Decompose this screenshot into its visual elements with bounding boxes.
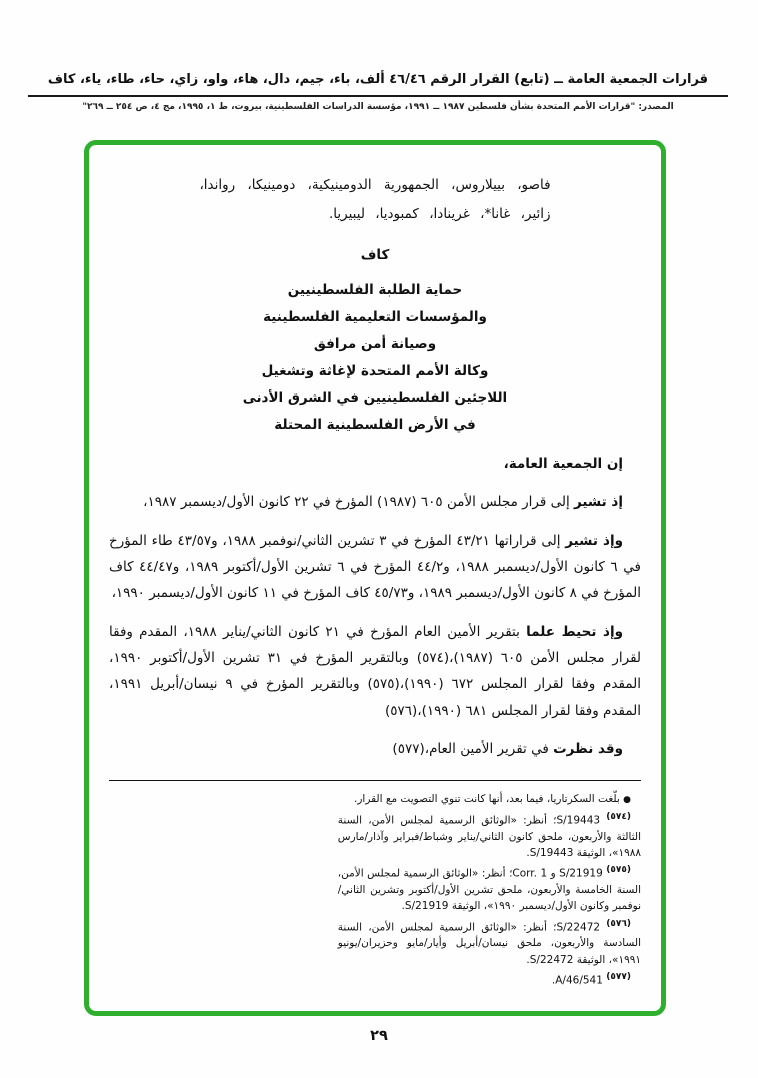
heading-line-1: حماية الطلبة الفلسطينيين bbox=[287, 282, 463, 299]
paragraph-text: إلى قرار مجلس الأمن ٦٠٥ (١٩٨٧) المؤرخ في ٢٢ كانون الأول/ديسمبر ١٩٨٧، bbox=[143, 494, 575, 511]
paragraph-recalling-2 bbox=[109, 528, 641, 607]
footnote-text: A/46/541. bbox=[551, 974, 603, 987]
footnote-marker: (٥٧٥) bbox=[606, 865, 631, 876]
footnote-574 bbox=[338, 811, 641, 861]
header-source: المصدر: "قرارات الأمم المتحدة بشأن فلسطين ١٩٨٧ ــ ١٩٩١، مؤسسة الدراسات الفلسطينية، بيروت، ط ١، ١٩٩٥، مج ٤، ص ٢٥٤ ــ ٢٦٩" bbox=[82, 102, 674, 112]
heading-line-3: وصيانة أمن مرافق bbox=[313, 336, 437, 353]
footnote-text: S/19443؛ أنظر: «الوثائق الرسمية لمجلس الأمن، السنة الثالثة والأربعون، ملحق كانون الثاني/يناير وشباط/فبراير وآذار/مارس ١٩٨٨»، الوثيقة S/19443. bbox=[337, 814, 641, 860]
heading-line-4: وكالة الأمم المتحدة لإغاثة وتشغيل bbox=[261, 363, 489, 380]
resolution-heading bbox=[109, 277, 641, 439]
page-number: ٢٩ bbox=[370, 1028, 388, 1044]
paragraph-lead: وإذ تشير bbox=[565, 532, 623, 549]
footnote-text: S/21919 و Corr. 1؛ أنظر: «الوثائق الرسمية لمجلس الأمن، السنة الخامسة والأربعون، ملحق تشرين الأول/أكتوبر وتشرين الثاني/نوفمبر وكانون الأول/ديسمبر ١٩٩٠»، الوثيقة S/21919. bbox=[337, 867, 641, 913]
asterisk-footnote bbox=[338, 791, 641, 808]
opening-line: إن الجمعية العامة، bbox=[503, 456, 623, 473]
asterisk-footnote-text: بلّغت السكرتاريا، فيما بعد، أنها كانت تنوي التصويت مع القرار. bbox=[354, 793, 620, 806]
paragraph-recalling-1 bbox=[109, 489, 641, 515]
heading-line-5: اللاجئين الفلسطينيين في الشرق الأدنى bbox=[242, 390, 508, 407]
page-header bbox=[28, 72, 728, 112]
footnote-text: S/22472؛ أنظر: «الوثائق الرسمية لمجلس الأمن، السنة السادسة والأربعون، ملحق نيسان/أبريل وأيار/مايو وحزيران/يونيو ١٩٩١»، الوثيقة S/22472. bbox=[337, 921, 641, 966]
paragraph-text: بتقرير الأمين العام المؤرخ في ٢١ كانون الثاني/يناير ١٩٨٨، المقدم وفقا لقرار مجلس الأمن ٦٠٥ (١٩٨٧)،(٥٧٤) وبالتقرير المؤرخ في ٣١ تشرين الأول/أكتوبر ١٩٩٠، المقدم وفقا لقرار المجلس ٦٧٢ (١٩٩٠)،(٥٧٥) وبالتقرير المؤرخ في ٩ نيسان/أبريل ١٩٩١، المقدم وفقا لقرار المجلس ٦٨١ (١٩٩٠)،(٥٧٦) bbox=[109, 623, 642, 719]
resolution-box bbox=[84, 140, 666, 1016]
country-list-continuation: فاصو، بييلاروس، الجمهورية الدومينيكية، دومينيكا، رواندا، زائير، غانا*، غرينادا، كمبوديا، ليبيريا. bbox=[199, 177, 551, 223]
paragraph-text: في تقرير الأمين العام،(٥٧٧) bbox=[392, 740, 554, 757]
paragraph-lead: إذ تشير bbox=[574, 494, 623, 511]
footnote-marker: (٥٧٧) bbox=[606, 971, 631, 982]
footnotes bbox=[338, 791, 641, 989]
header-title: قرارات الجمعية العامة ــ (تابع) القرار الرقم ٤٦/٤٦ ألف، باء، جيم، دال، هاء، واو، زاي، حاء، طاء، ياء، كاف bbox=[47, 72, 709, 87]
heading-line-2: والمؤسسات التعليمية الفلسطينية bbox=[263, 309, 487, 326]
paragraph-taking-note bbox=[109, 619, 641, 724]
heading-line-6: في الأرض الفلسطينية المحتلة bbox=[274, 417, 476, 434]
section-letter: كاف bbox=[360, 247, 390, 264]
bullet-icon: ● bbox=[623, 795, 631, 806]
footnote-575 bbox=[338, 864, 641, 914]
paragraph-text: إلى قراراتها ٤٣/٢١ المؤرخ في ٣ تشرين الثاني/نوفمبر ١٩٨٨، و٤٣/٥٧ طاء المؤرخ في ٦ كانون الأول/ديسمبر ١٩٨٨، و٤٤/٢ المؤرخ في ٦ تشرين الأول/أكتوبر ١٩٨٩، و٤٤/٤٧ كاف المؤرخ في ٨ كانون الأول/ديسمبر ١٩٨٩، و٤٥/٧٣ كاف المؤرخ في ١١ كانون الأول/ديسمبر ١٩٩٠، bbox=[109, 532, 641, 602]
footnote-577 bbox=[338, 971, 641, 989]
footnote-marker: (٥٧٦) bbox=[606, 918, 632, 929]
paragraph-having-considered bbox=[109, 736, 641, 762]
paragraph-lead: وإذ تحيط علما bbox=[526, 623, 623, 640]
footnote-576 bbox=[338, 918, 641, 968]
header-divider bbox=[28, 95, 728, 97]
paragraph-lead: وقد نظرت bbox=[553, 740, 623, 757]
footnote-divider bbox=[109, 780, 641, 781]
footnote-marker: (٥٧٤) bbox=[606, 812, 632, 823]
